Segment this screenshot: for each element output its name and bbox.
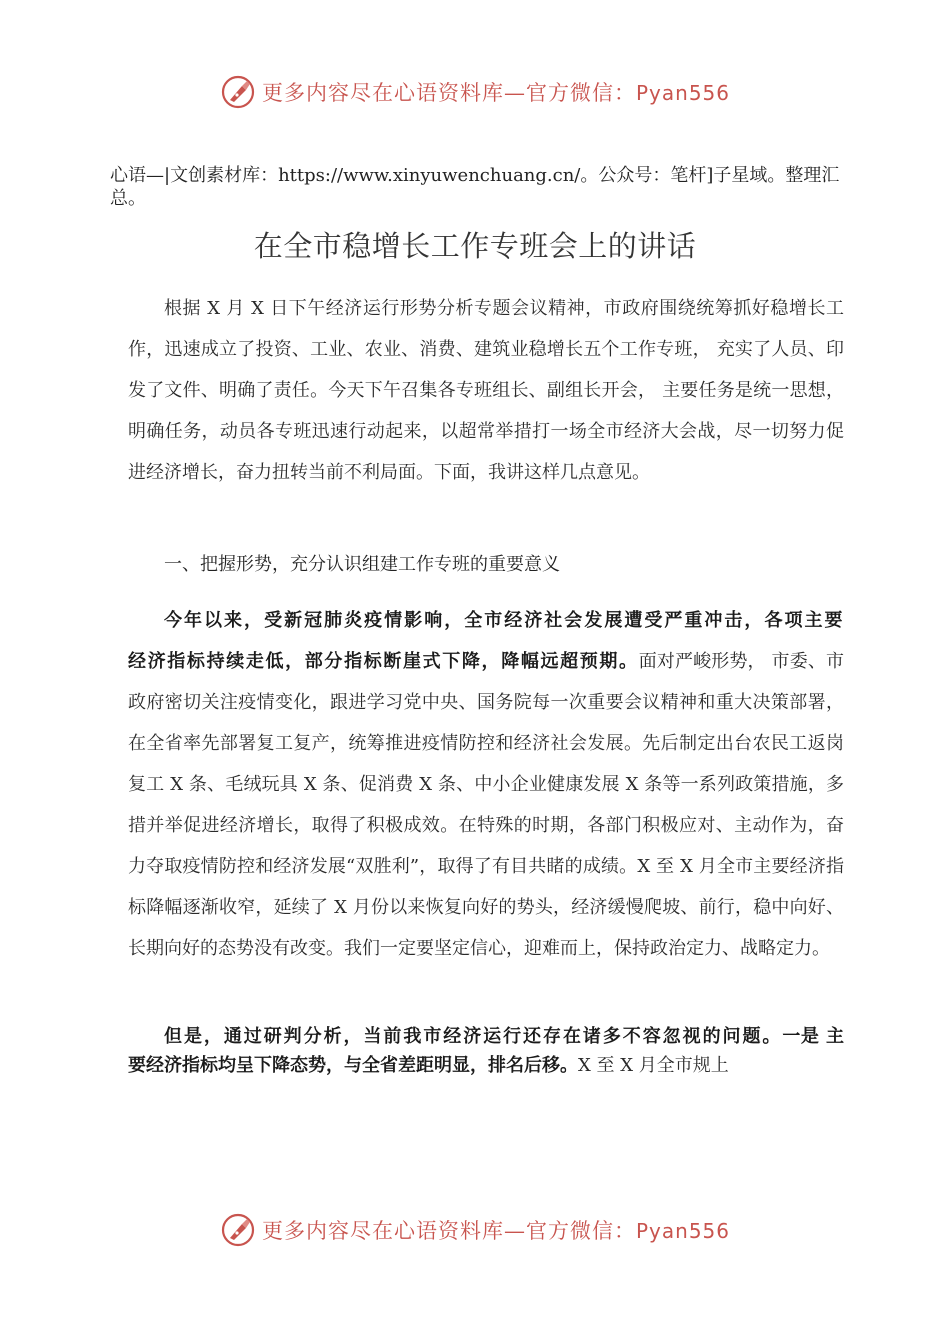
section-paragraph-1 <box>128 600 844 969</box>
banner-text: 更多内容尽在心语资料库—官方微信：Pyan556 <box>261 81 730 105</box>
header-banner <box>0 70 950 114</box>
wechat-id: Pyan556 <box>635 1219 730 1243</box>
section-paragraph-2-text: X 至 X 月全市规上 <box>578 1055 729 1076</box>
wechat-id: Pyan556 <box>635 81 730 105</box>
source-line: 心语—|文创素材库：https://www.xinyuwenchuang.cn/。公众号：笔杆]子星域。整理汇总。 <box>110 165 840 209</box>
footer-banner <box>0 1208 950 1252</box>
section-paragraph-2-bold-sans: 一是 主要经济指标均呈下降态势，与全省差距明显，排名后移。 <box>128 1026 844 1076</box>
banner-text: 更多内容尽在心语资料库—官方微信：Pyan556 <box>261 1219 730 1243</box>
pen-nib-logo-icon <box>220 74 256 110</box>
page-title: 在全市稳增长工作专班会上的讲话 <box>253 229 697 263</box>
section-paragraph-2 <box>128 1022 844 1080</box>
section-paragraph-1-text: 面对严峻形势， 市委、市政府密切关注疫情变化，跟进学习党中央、国务院每一次重要会议精神和重大决策部署，在全省率先部署复工复产，统筹推进疫情防控和经济社会发展。先后制定出台农民工返岗复工 X 条、毛绒玩具 X 条、促消费 X 条、中小企业健康发展 X 条等一系列政策措施，多措并举促进经济增长，取得了积极成效。在特殊的时期，各部门积极应对、主动作为，奋力夺取疫情防控和经济发展“双胜利”，取得了有目共睹的成绩。X 至 X 月全市主要经济指标降幅逐渐收窄，延续了 X 月份以来恢复向好的势头，经济缓慢爬坡、前行，稳中向好、长期向好的态势没有改变。我们一定要坚定信心，迎难而上，保持政治定力、战略定力。 <box>128 651 844 959</box>
section-paragraph-1-bold: 今年以来，受新冠肺炎疫情影响，全市经济社会发展遭受严重冲击，各项主要经济指标持续走低，部分指标断崖式下降，降幅远超预期。 <box>128 610 844 672</box>
pen-nib-logo-icon <box>220 1212 256 1248</box>
intro-paragraph: 根据 X 月 X 日下午经济运行形势分析专题会议精神，市政府围绕统筹抓好稳增长工作，迅速成立了投资、工业、农业、消费、建筑业稳增长五个工作专班， 充实了人员、印发了文件、明确了责任。今天下午召集各专班组长、副组长开会， 主要任务是统一思想，明确任务，动员各专班迅速行动起来，以超常举措打一场全市经济大会战，尽一切努力促进经济增长，奋力扭转当前不利局面。下面，我讲这样几点意见。 <box>128 298 844 483</box>
section-heading: 一、把握形势，充分认识组建工作专班的重要意义 <box>164 554 560 575</box>
section-paragraph-2-bold: 但是，通过研判分析，当前我市经济运行还存在诸多不容忽视的问题。 <box>164 1026 783 1047</box>
